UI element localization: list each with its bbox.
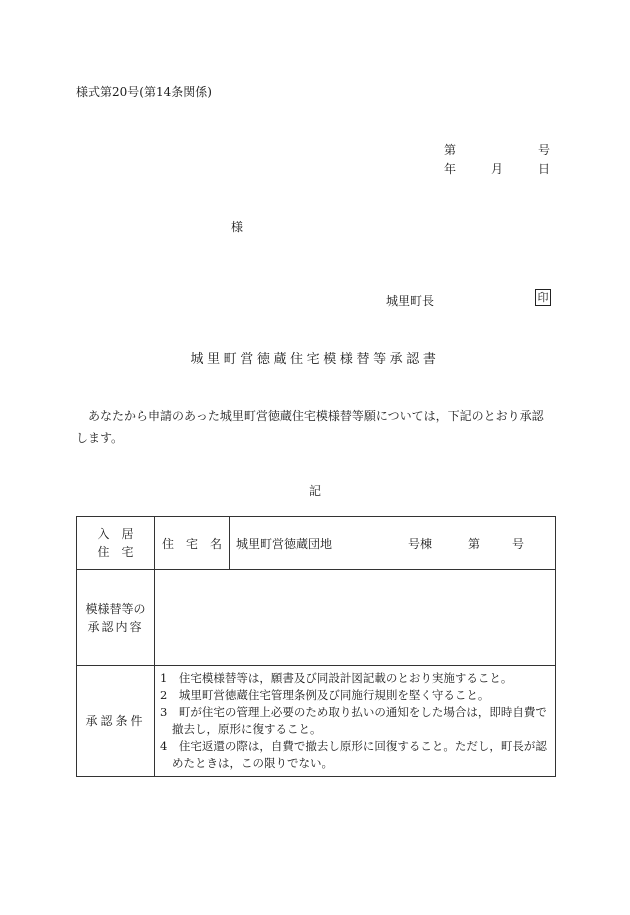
date-day: 日: [537, 162, 550, 176]
form-number: 様式第20号(第14条関係): [76, 85, 212, 99]
residence-content: [155, 517, 556, 570]
seal-mark: 印: [535, 289, 551, 306]
unit-go: 号: [512, 536, 525, 551]
content-value: [155, 570, 556, 666]
content-header-line2: 承認内容: [87, 619, 144, 634]
condition-item: 4 住宅返還の際は，自費で撤去し原形に回復すること。ただし，町長が認めたときは，この限りでない。: [160, 739, 547, 770]
conditions-header: 承認条件: [77, 666, 155, 777]
content-header: [77, 570, 155, 666]
residence-header: [77, 517, 155, 570]
table-row-conditions: [77, 666, 556, 777]
date-year: 年: [444, 162, 457, 176]
date-month: 月: [490, 162, 503, 176]
conditions-list: [155, 666, 556, 777]
unit-dai: 第: [468, 536, 481, 551]
document-title: 城里町営徳蔵住宅模様替等承認書: [190, 352, 440, 367]
estate-name: 城里町営徳蔵団地: [236, 536, 333, 551]
addressee-suffix: 様: [231, 220, 244, 234]
condition-item: 1 住宅模様替等は，願書及び同設計図記載のとおり実施すること。: [160, 671, 513, 685]
table-row-residence: [77, 517, 556, 570]
residence-header-line1: 入 居: [97, 527, 134, 541]
ki-heading: 記: [308, 484, 321, 498]
condition-item: 2 城里町営徳蔵住宅管理条例及び同施行規則を堅く守ること。: [160, 688, 490, 702]
approval-table: [76, 516, 556, 777]
number-go: 号: [537, 143, 550, 157]
issuer-name: 城里町長: [386, 294, 435, 308]
number-dai: 第: [444, 143, 457, 157]
condition-item: 3 町が住宅の管理上必要のため取り払いの通知をした場合は，即時自費で撤去し，原形に復すること。: [160, 705, 547, 736]
body-text: あなたから申請のあった城里町営徳蔵住宅模様替等願については，下記のとおり承認します。: [76, 409, 544, 445]
document-number-line: [444, 141, 550, 158]
building-label: 号棟: [408, 536, 433, 551]
table-row-content: [77, 570, 556, 666]
content-header-line1: 模様替等の: [85, 601, 146, 616]
residence-header-line2: 住 宅: [97, 545, 134, 559]
date-line: [444, 160, 550, 177]
house-name-label: 住 宅 名: [155, 517, 230, 569]
